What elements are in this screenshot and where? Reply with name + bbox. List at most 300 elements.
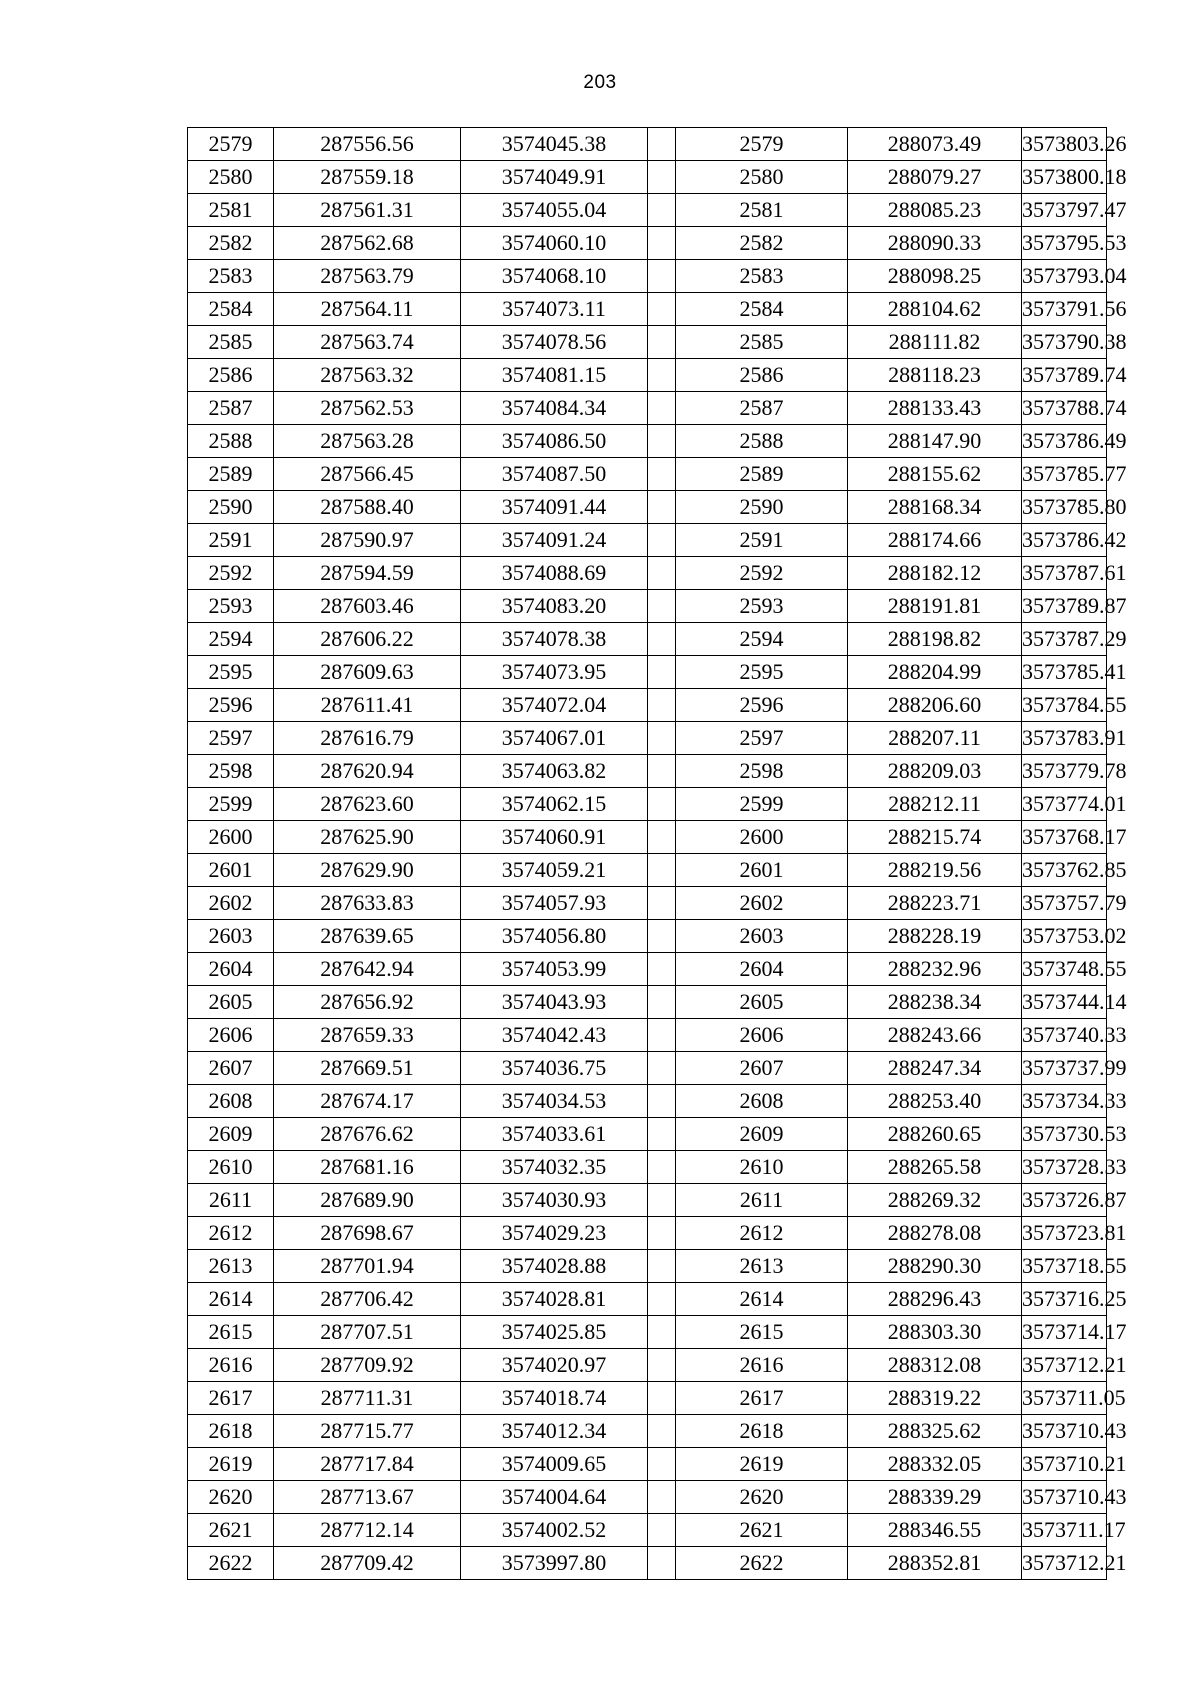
spacer-cell [648, 1448, 676, 1481]
point-id-right: 2605 [676, 986, 848, 1019]
point-id-right: 2598 [676, 755, 848, 788]
y-coordinate-right: 3573714.17 [1022, 1316, 1107, 1349]
y-coordinate-right: 3573716.25 [1022, 1283, 1107, 1316]
point-id-left: 2596 [188, 689, 274, 722]
point-id-left: 2607 [188, 1052, 274, 1085]
x-coordinate-left: 287715.77 [274, 1415, 461, 1448]
y-coordinate-right: 3573774.01 [1022, 788, 1107, 821]
x-coordinate-left: 287681.16 [274, 1151, 461, 1184]
x-coordinate-left: 287689.90 [274, 1184, 461, 1217]
y-coordinate-right: 3573726.87 [1022, 1184, 1107, 1217]
spacer-cell [648, 194, 676, 227]
point-id-right: 2591 [676, 524, 848, 557]
table-row [188, 887, 1107, 920]
x-coordinate-right: 288290.30 [848, 1250, 1022, 1283]
spacer-cell [648, 1547, 676, 1580]
y-coordinate-left: 3574002.52 [461, 1514, 648, 1547]
spacer-cell [648, 293, 676, 326]
y-coordinate-right: 3573753.02 [1022, 920, 1107, 953]
x-coordinate-right: 288339.29 [848, 1481, 1022, 1514]
x-coordinate-right: 288104.62 [848, 293, 1022, 326]
table-row [188, 1184, 1107, 1217]
table-row [188, 425, 1107, 458]
table-row [188, 392, 1107, 425]
point-id-left: 2619 [188, 1448, 274, 1481]
point-id-left: 2622 [188, 1547, 274, 1580]
y-coordinate-left: 3574086.50 [461, 425, 648, 458]
x-coordinate-right: 288352.81 [848, 1547, 1022, 1580]
x-coordinate-left: 287606.22 [274, 623, 461, 656]
x-coordinate-right: 288174.66 [848, 524, 1022, 557]
table-row [188, 128, 1107, 161]
point-id-left: 2584 [188, 293, 274, 326]
x-coordinate-left: 287620.94 [274, 755, 461, 788]
table-row [188, 260, 1107, 293]
point-id-right: 2582 [676, 227, 848, 260]
x-coordinate-left: 287709.42 [274, 1547, 461, 1580]
x-coordinate-left: 287642.94 [274, 953, 461, 986]
y-coordinate-right: 3573711.05 [1022, 1382, 1107, 1415]
y-coordinate-left: 3574083.20 [461, 590, 648, 623]
x-coordinate-right: 288232.96 [848, 953, 1022, 986]
y-coordinate-left: 3574073.11 [461, 293, 648, 326]
x-coordinate-left: 287669.51 [274, 1052, 461, 1085]
point-id-right: 2579 [676, 128, 848, 161]
point-id-right: 2602 [676, 887, 848, 920]
x-coordinate-right: 288247.34 [848, 1052, 1022, 1085]
y-coordinate-left: 3574062.15 [461, 788, 648, 821]
y-coordinate-right: 3573768.17 [1022, 821, 1107, 854]
y-coordinate-right: 3573723.81 [1022, 1217, 1107, 1250]
x-coordinate-right: 288073.49 [848, 128, 1022, 161]
spacer-cell [648, 458, 676, 491]
point-id-right: 2606 [676, 1019, 848, 1052]
y-coordinate-left: 3574028.88 [461, 1250, 648, 1283]
x-coordinate-left: 287623.60 [274, 788, 461, 821]
x-coordinate-right: 288278.08 [848, 1217, 1022, 1250]
x-coordinate-left: 287713.67 [274, 1481, 461, 1514]
point-id-left: 2602 [188, 887, 274, 920]
table-row [188, 986, 1107, 1019]
point-id-left: 2589 [188, 458, 274, 491]
point-id-right: 2586 [676, 359, 848, 392]
y-coordinate-left: 3574091.44 [461, 491, 648, 524]
point-id-right: 2583 [676, 260, 848, 293]
x-coordinate-right: 288312.08 [848, 1349, 1022, 1382]
point-id-left: 2595 [188, 656, 274, 689]
spacer-cell [648, 1019, 676, 1052]
point-id-right: 2603 [676, 920, 848, 953]
table-row [188, 1151, 1107, 1184]
x-coordinate-right: 288207.11 [848, 722, 1022, 755]
x-coordinate-left: 287709.92 [274, 1349, 461, 1382]
y-coordinate-right: 3573797.47 [1022, 194, 1107, 227]
y-coordinate-right: 3573757.79 [1022, 887, 1107, 920]
coordinate-table-body [188, 128, 1127, 1580]
x-coordinate-right: 288191.81 [848, 590, 1022, 623]
point-id-right: 2615 [676, 1316, 848, 1349]
spacer-cell [648, 161, 676, 194]
point-id-left: 2609 [188, 1118, 274, 1151]
x-coordinate-right: 288223.71 [848, 887, 1022, 920]
spacer-cell [648, 392, 676, 425]
x-coordinate-right: 288215.74 [848, 821, 1022, 854]
x-coordinate-right: 288212.11 [848, 788, 1022, 821]
page-number: 203 [583, 72, 617, 93]
x-coordinate-right: 288155.62 [848, 458, 1022, 491]
point-id-right: 2613 [676, 1250, 848, 1283]
table-row [188, 689, 1107, 722]
table-row [188, 1481, 1107, 1514]
point-id-right: 2589 [676, 458, 848, 491]
x-coordinate-left: 287701.94 [274, 1250, 461, 1283]
table-row [188, 1382, 1107, 1415]
y-coordinate-right: 3573791.56 [1022, 293, 1107, 326]
x-coordinate-left: 287563.32 [274, 359, 461, 392]
spacer-cell [648, 590, 676, 623]
point-id-right: 2595 [676, 656, 848, 689]
y-coordinate-left: 3574009.65 [461, 1448, 648, 1481]
x-coordinate-right: 288133.43 [848, 392, 1022, 425]
y-coordinate-right: 3573740.33 [1022, 1019, 1107, 1052]
spacer-cell [648, 1481, 676, 1514]
spacer-cell [648, 491, 676, 524]
y-coordinate-right: 3573785.80 [1022, 491, 1107, 524]
x-coordinate-left: 287563.74 [274, 326, 461, 359]
x-coordinate-left: 287656.92 [274, 986, 461, 1019]
spacer-cell [648, 821, 676, 854]
y-coordinate-left: 3574057.93 [461, 887, 648, 920]
point-id-left: 2611 [188, 1184, 274, 1217]
table-row [188, 1217, 1107, 1250]
spacer-cell [648, 1250, 676, 1283]
spacer-cell [648, 1151, 676, 1184]
point-id-right: 2585 [676, 326, 848, 359]
y-coordinate-left: 3574055.04 [461, 194, 648, 227]
table-row [188, 293, 1107, 326]
spacer-cell [648, 227, 676, 260]
point-id-left: 2613 [188, 1250, 274, 1283]
y-coordinate-left: 3574049.91 [461, 161, 648, 194]
y-coordinate-left: 3574004.64 [461, 1481, 648, 1514]
table-row [188, 1019, 1107, 1052]
y-coordinate-right: 3573710.43 [1022, 1481, 1107, 1514]
x-coordinate-left: 287603.46 [274, 590, 461, 623]
x-coordinate-left: 287676.62 [274, 1118, 461, 1151]
y-coordinate-right: 3573789.74 [1022, 359, 1107, 392]
point-id-right: 2592 [676, 557, 848, 590]
y-coordinate-right: 3573787.61 [1022, 557, 1107, 590]
table-row [188, 1283, 1107, 1316]
table-row [188, 1118, 1107, 1151]
y-coordinate-right: 3573718.55 [1022, 1250, 1107, 1283]
y-coordinate-right: 3573788.74 [1022, 392, 1107, 425]
y-coordinate-left: 3574060.91 [461, 821, 648, 854]
x-coordinate-right: 288118.23 [848, 359, 1022, 392]
x-coordinate-left: 287564.11 [274, 293, 461, 326]
y-coordinate-right: 3573779.78 [1022, 755, 1107, 788]
spacer-cell [648, 260, 676, 293]
point-id-right: 2619 [676, 1448, 848, 1481]
point-id-left: 2585 [188, 326, 274, 359]
y-coordinate-left: 3574059.21 [461, 854, 648, 887]
spacer-cell [648, 1052, 676, 1085]
spacer-cell [648, 953, 676, 986]
point-id-right: 2610 [676, 1151, 848, 1184]
x-coordinate-left: 287629.90 [274, 854, 461, 887]
x-coordinate-left: 287674.17 [274, 1085, 461, 1118]
spacer-cell [648, 359, 676, 392]
y-coordinate-left: 3574032.35 [461, 1151, 648, 1184]
spacer-cell [648, 755, 676, 788]
y-coordinate-left: 3574091.24 [461, 524, 648, 557]
point-id-left: 2617 [188, 1382, 274, 1415]
table-row [188, 1448, 1107, 1481]
x-coordinate-right: 288253.40 [848, 1085, 1022, 1118]
x-coordinate-right: 288269.32 [848, 1184, 1022, 1217]
x-coordinate-left: 287562.68 [274, 227, 461, 260]
point-id-left: 2581 [188, 194, 274, 227]
x-coordinate-right: 288238.34 [848, 986, 1022, 1019]
y-coordinate-right: 3573786.49 [1022, 425, 1107, 458]
point-id-left: 2588 [188, 425, 274, 458]
point-id-left: 2597 [188, 722, 274, 755]
y-coordinate-left: 3574053.99 [461, 953, 648, 986]
spacer-cell [648, 1316, 676, 1349]
spacer-cell [648, 1085, 676, 1118]
table-row [188, 1547, 1107, 1580]
x-coordinate-right: 288147.90 [848, 425, 1022, 458]
table-row [188, 788, 1107, 821]
spacer-cell [648, 986, 676, 1019]
x-coordinate-right: 288303.30 [848, 1316, 1022, 1349]
y-coordinate-left: 3574012.34 [461, 1415, 648, 1448]
point-id-left: 2594 [188, 623, 274, 656]
table-row [188, 491, 1107, 524]
table-row [188, 458, 1107, 491]
y-coordinate-left: 3574028.81 [461, 1283, 648, 1316]
point-id-right: 2607 [676, 1052, 848, 1085]
spacer-cell [648, 128, 676, 161]
x-coordinate-left: 287588.40 [274, 491, 461, 524]
spacer-cell [648, 854, 676, 887]
y-coordinate-left: 3574072.04 [461, 689, 648, 722]
y-coordinate-right: 3573737.99 [1022, 1052, 1107, 1085]
x-coordinate-right: 288332.05 [848, 1448, 1022, 1481]
point-id-right: 2620 [676, 1481, 848, 1514]
table-row [188, 953, 1107, 986]
table-row [188, 722, 1107, 755]
spacer-cell [648, 1283, 676, 1316]
point-id-right: 2597 [676, 722, 848, 755]
x-coordinate-right: 288182.12 [848, 557, 1022, 590]
point-id-right: 2621 [676, 1514, 848, 1547]
x-coordinate-left: 287706.42 [274, 1283, 461, 1316]
spacer-cell [648, 1184, 676, 1217]
y-coordinate-right: 3573744.14 [1022, 986, 1107, 1019]
point-id-left: 2616 [188, 1349, 274, 1382]
spacer-cell [648, 689, 676, 722]
point-id-left: 2590 [188, 491, 274, 524]
x-coordinate-left: 287609.63 [274, 656, 461, 689]
y-coordinate-left: 3574088.69 [461, 557, 648, 590]
coordinate-table [187, 127, 1127, 1580]
x-coordinate-right: 288219.56 [848, 854, 1022, 887]
x-coordinate-left: 287717.84 [274, 1448, 461, 1481]
y-coordinate-left: 3574020.97 [461, 1349, 648, 1382]
x-coordinate-right: 288111.82 [848, 326, 1022, 359]
x-coordinate-left: 287559.18 [274, 161, 461, 194]
point-id-right: 2616 [676, 1349, 848, 1382]
point-id-right: 2600 [676, 821, 848, 854]
table-row [188, 821, 1107, 854]
x-coordinate-right: 288260.65 [848, 1118, 1022, 1151]
point-id-right: 2593 [676, 590, 848, 623]
x-coordinate-right: 288198.82 [848, 623, 1022, 656]
y-coordinate-left: 3574034.53 [461, 1085, 648, 1118]
x-coordinate-right: 288079.27 [848, 161, 1022, 194]
y-coordinate-right: 3573784.55 [1022, 689, 1107, 722]
point-id-left: 2580 [188, 161, 274, 194]
spacer-cell [648, 623, 676, 656]
table-row [188, 656, 1107, 689]
table-row [188, 854, 1107, 887]
spacer-cell [648, 326, 676, 359]
table-row [188, 194, 1107, 227]
point-id-right: 2599 [676, 788, 848, 821]
point-id-left: 2612 [188, 1217, 274, 1250]
x-coordinate-right: 288168.34 [848, 491, 1022, 524]
y-coordinate-right: 3573730.53 [1022, 1118, 1107, 1151]
y-coordinate-right: 3573795.53 [1022, 227, 1107, 260]
y-coordinate-right: 3573793.04 [1022, 260, 1107, 293]
spacer-cell [648, 524, 676, 557]
x-coordinate-left: 287611.41 [274, 689, 461, 722]
point-id-right: 2588 [676, 425, 848, 458]
point-id-right: 2614 [676, 1283, 848, 1316]
y-coordinate-left: 3574078.56 [461, 326, 648, 359]
x-coordinate-right: 288346.55 [848, 1514, 1022, 1547]
table-row [188, 524, 1107, 557]
x-coordinate-left: 287659.33 [274, 1019, 461, 1052]
x-coordinate-left: 287566.45 [274, 458, 461, 491]
point-id-left: 2583 [188, 260, 274, 293]
spacer-cell [648, 788, 676, 821]
y-coordinate-right: 3573762.85 [1022, 854, 1107, 887]
point-id-right: 2618 [676, 1415, 848, 1448]
point-id-right: 2590 [676, 491, 848, 524]
point-id-left: 2579 [188, 128, 274, 161]
y-coordinate-left: 3574025.85 [461, 1316, 648, 1349]
x-coordinate-left: 287639.65 [274, 920, 461, 953]
point-id-right: 2587 [676, 392, 848, 425]
point-id-left: 2598 [188, 755, 274, 788]
point-id-left: 2610 [188, 1151, 274, 1184]
y-coordinate-right: 3573710.43 [1022, 1415, 1107, 1448]
point-id-left: 2600 [188, 821, 274, 854]
y-coordinate-right: 3573783.91 [1022, 722, 1107, 755]
y-coordinate-right: 3573786.42 [1022, 524, 1107, 557]
table-row [188, 1250, 1107, 1283]
y-coordinate-right: 3573712.21 [1022, 1547, 1107, 1580]
y-coordinate-right: 3573711.17 [1022, 1514, 1107, 1547]
point-id-left: 2586 [188, 359, 274, 392]
spacer-cell [648, 1514, 676, 1547]
x-coordinate-right: 288206.60 [848, 689, 1022, 722]
y-coordinate-right: 3573785.77 [1022, 458, 1107, 491]
y-coordinate-right: 3573789.87 [1022, 590, 1107, 623]
x-coordinate-right: 288265.58 [848, 1151, 1022, 1184]
point-id-left: 2606 [188, 1019, 274, 1052]
point-id-right: 2622 [676, 1547, 848, 1580]
table-row [188, 755, 1107, 788]
point-id-left: 2621 [188, 1514, 274, 1547]
spacer-cell [648, 557, 676, 590]
y-coordinate-left: 3574068.10 [461, 260, 648, 293]
spacer-cell [648, 722, 676, 755]
point-id-left: 2603 [188, 920, 274, 953]
y-coordinate-left: 3574060.10 [461, 227, 648, 260]
point-id-left: 2593 [188, 590, 274, 623]
spacer-cell [648, 1217, 676, 1250]
y-coordinate-left: 3574033.61 [461, 1118, 648, 1151]
x-coordinate-right: 288243.66 [848, 1019, 1022, 1052]
x-coordinate-left: 287698.67 [274, 1217, 461, 1250]
y-coordinate-left: 3573997.80 [461, 1547, 648, 1580]
x-coordinate-left: 287616.79 [274, 722, 461, 755]
y-coordinate-left: 3574042.43 [461, 1019, 648, 1052]
spacer-cell [648, 887, 676, 920]
x-coordinate-left: 287712.14 [274, 1514, 461, 1547]
point-id-left: 2605 [188, 986, 274, 1019]
spacer-cell [648, 920, 676, 953]
table-row [188, 1085, 1107, 1118]
y-coordinate-left: 3574073.95 [461, 656, 648, 689]
y-coordinate-left: 3574045.38 [461, 128, 648, 161]
y-coordinate-right: 3573785.41 [1022, 656, 1107, 689]
point-id-right: 2608 [676, 1085, 848, 1118]
y-coordinate-left: 3574030.93 [461, 1184, 648, 1217]
table-row [188, 1415, 1107, 1448]
y-coordinate-left: 3574078.38 [461, 623, 648, 656]
x-coordinate-right: 288228.19 [848, 920, 1022, 953]
point-id-left: 2615 [188, 1316, 274, 1349]
point-id-left: 2591 [188, 524, 274, 557]
x-coordinate-right: 288209.03 [848, 755, 1022, 788]
y-coordinate-right: 3573734.33 [1022, 1085, 1107, 1118]
point-id-right: 2580 [676, 161, 848, 194]
point-id-right: 2594 [676, 623, 848, 656]
point-id-left: 2599 [188, 788, 274, 821]
x-coordinate-left: 287562.53 [274, 392, 461, 425]
spacer-cell [648, 1415, 676, 1448]
table-row [188, 326, 1107, 359]
y-coordinate-left: 3574063.82 [461, 755, 648, 788]
x-coordinate-right: 288325.62 [848, 1415, 1022, 1448]
table-row [188, 1349, 1107, 1382]
y-coordinate-left: 3574056.80 [461, 920, 648, 953]
spacer-cell [648, 1382, 676, 1415]
point-id-right: 2612 [676, 1217, 848, 1250]
x-coordinate-left: 287633.83 [274, 887, 461, 920]
x-coordinate-left: 287707.51 [274, 1316, 461, 1349]
point-id-right: 2601 [676, 854, 848, 887]
x-coordinate-left: 287556.56 [274, 128, 461, 161]
table-row [188, 1514, 1107, 1547]
y-coordinate-right: 3573790.38 [1022, 326, 1107, 359]
x-coordinate-right: 288296.43 [848, 1283, 1022, 1316]
x-coordinate-left: 287563.28 [274, 425, 461, 458]
